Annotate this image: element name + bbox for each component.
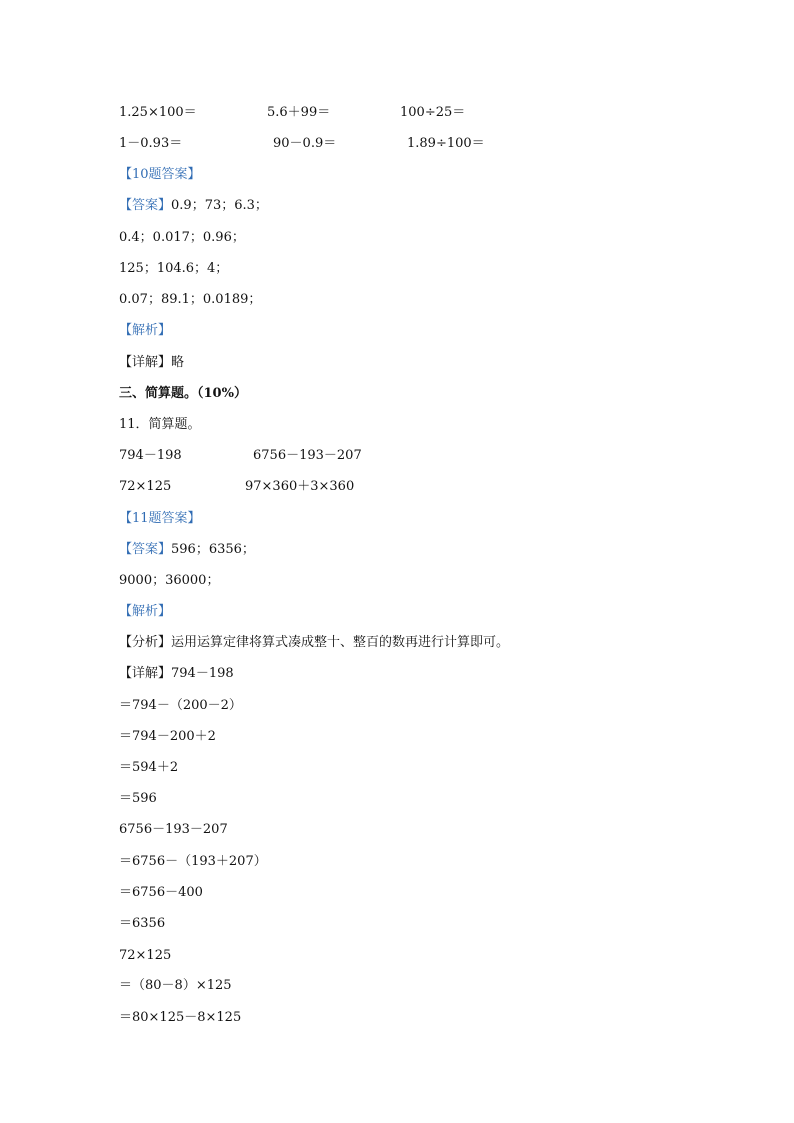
q11-detail-step: ＝6756－（193＋207）	[119, 854, 267, 869]
q10-answer-header: 【10题答案】	[119, 167, 201, 182]
calc-item: 100÷25＝	[400, 105, 466, 120]
q11-answer-header: 【11题答案】	[119, 511, 201, 526]
q11-detail-step: ＝80×125－8×125	[119, 1010, 242, 1025]
q11-prompt: 11．简算题。	[119, 417, 201, 432]
answer-label: 【答案】	[119, 542, 172, 557]
q11-answer-line-1	[119, 541, 255, 559]
q11-detail-step: 72×125	[119, 948, 172, 963]
answer-label: 【答案】	[119, 198, 172, 213]
fenxi-text: 运用运算定律将算式凑成整十、整百的数再进行计算即可。	[171, 635, 510, 650]
q11-detail-step: 6756－193－207	[119, 822, 228, 837]
q10-answer-line-4: 0.07；89.1；0.0189；	[119, 292, 262, 307]
q11-fenxi	[119, 634, 509, 652]
calc-item: 90－0.9＝	[273, 136, 337, 151]
detail-label: 【详解】	[119, 355, 172, 370]
detail-label: 【详解】	[119, 666, 172, 681]
q11-detail-step: ＝6756－400	[119, 885, 203, 900]
calc-item: 1.89÷100＝	[407, 136, 485, 151]
q11-detail-step: ＝（80－8）×125	[119, 978, 232, 993]
detail-step: 794－198	[171, 666, 234, 681]
answer-text: 0.9；73；6.3；	[171, 198, 268, 213]
q11-item: 97×360＋3×360	[245, 479, 355, 494]
q11-item: 72×125	[119, 479, 172, 494]
q10-answer-line-1	[119, 197, 268, 215]
q11-detail-step: ＝794－200＋2	[119, 729, 216, 744]
q10-analysis-label: 【解析】	[119, 323, 172, 338]
answer-text: 596；6356；	[171, 542, 255, 557]
q11-analysis-label: 【解析】	[119, 604, 172, 619]
q10-detail	[119, 354, 184, 372]
calc-item: 1.25×100＝	[119, 105, 197, 120]
q11-answer-line-2: 9000；36000；	[119, 573, 220, 588]
fenxi-label: 【分析】	[119, 635, 172, 650]
q11-detail-line-1	[119, 665, 234, 683]
calc-item: 5.6＋99＝	[267, 105, 331, 120]
q11-detail-step: ＝6356	[119, 916, 166, 931]
q11-detail-step: ＝596	[119, 791, 157, 806]
q10-answer-line-2: 0.4；0.017；0.96；	[119, 230, 245, 245]
detail-text: 略	[171, 355, 185, 370]
q11-detail-step: ＝794－（200－2）	[119, 698, 242, 713]
q11-item: 794－198	[119, 448, 182, 463]
section-3-title: 三、简算题。（10%）	[119, 386, 247, 401]
q11-detail-step: ＝594＋2	[119, 760, 179, 775]
calc-item: 1－0.93＝	[119, 136, 183, 151]
q11-item: 6756－193－207	[253, 448, 362, 463]
q10-answer-line-3: 125；104.6；4；	[119, 261, 229, 276]
